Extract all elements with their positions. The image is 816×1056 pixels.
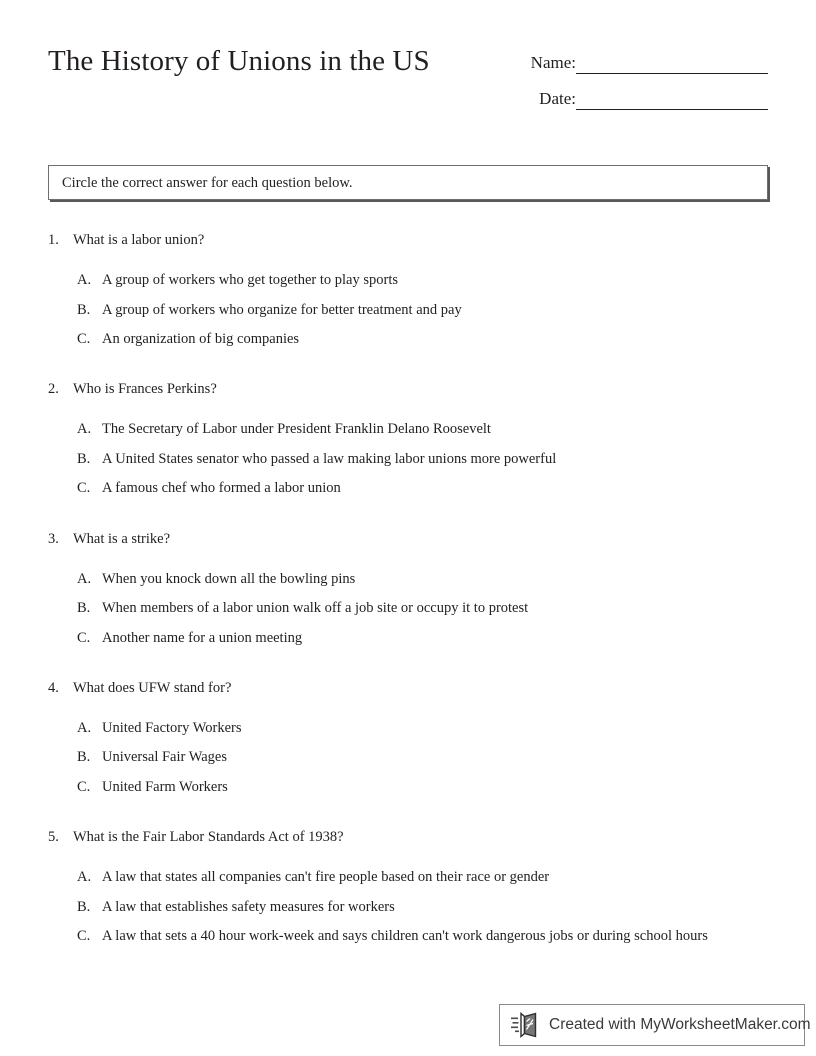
- date-label: Date:: [539, 89, 576, 108]
- question-block: [0, 380, 816, 509]
- name-row: [520, 52, 768, 88]
- option-letter[interactable]: C.: [77, 629, 91, 646]
- question-row: [0, 530, 816, 560]
- instruction-text: Circle the correct answer for each question below.: [62, 175, 353, 191]
- option-text[interactable]: When members of a labor union walk off a job site or occupy it to protest: [102, 600, 529, 617]
- option-letter[interactable]: B.: [77, 898, 91, 915]
- worksheet-header: [48, 44, 768, 134]
- question-number: 2.: [48, 381, 59, 398]
- option-text[interactable]: When you knock down all the bowling pins: [102, 570, 356, 587]
- question-row: [0, 380, 816, 410]
- option-text[interactable]: A law that establishes safety measures for workers: [102, 898, 395, 915]
- question-text: What is the Fair Labor Standards Act of 1938?: [73, 829, 344, 846]
- instruction-box: [48, 165, 768, 200]
- option-letter[interactable]: A.: [77, 421, 92, 438]
- question-text: What does UFW stand for?: [73, 679, 232, 696]
- question-number: 4.: [48, 679, 59, 696]
- page-title: The History of Unions in the US: [48, 45, 430, 77]
- option-text[interactable]: Another name for a union meeting: [102, 629, 303, 646]
- option-text[interactable]: Universal Fair Wages: [102, 749, 228, 766]
- question-number: 3.: [48, 530, 59, 547]
- answer-option[interactable]: [0, 927, 816, 957]
- question-text: What is a strike?: [73, 530, 171, 547]
- option-text[interactable]: A famous chef who formed a labor union: [102, 480, 341, 497]
- option-letter[interactable]: C.: [77, 928, 91, 945]
- answer-option[interactable]: [0, 479, 816, 509]
- option-text[interactable]: A United States senator who passed a law making labor unions more powerful: [102, 450, 557, 467]
- question-text: Who is Frances Perkins?: [73, 381, 217, 398]
- question-number: 5.: [48, 829, 59, 846]
- name-date-group: [520, 52, 768, 124]
- answer-option[interactable]: [0, 450, 816, 480]
- question-block: [0, 530, 816, 659]
- question-block: [0, 679, 816, 808]
- answer-option[interactable]: [0, 778, 816, 808]
- answer-option[interactable]: [0, 898, 816, 928]
- option-text[interactable]: The Secretary of Labor under President Franklin Delano Roosevelt: [102, 421, 491, 438]
- answer-options: [0, 570, 816, 659]
- option-letter[interactable]: B.: [77, 600, 91, 617]
- option-text[interactable]: A group of workers who get together to play sports: [102, 272, 398, 288]
- answer-option[interactable]: [0, 271, 816, 301]
- option-text[interactable]: An organization of big companies: [102, 331, 300, 348]
- answer-option[interactable]: [0, 868, 816, 898]
- question-block: [0, 231, 816, 360]
- question-row: [0, 231, 816, 261]
- option-letter[interactable]: C.: [77, 779, 91, 796]
- answer-option[interactable]: [0, 748, 816, 778]
- answer-options: [0, 868, 816, 957]
- question-block: [0, 828, 816, 957]
- footer-badge-label: Created with MyWorksheetMaker.com: [549, 1016, 811, 1033]
- option-letter[interactable]: A.: [77, 272, 92, 288]
- date-input-line[interactable]: [576, 109, 768, 110]
- answer-option[interactable]: [0, 629, 816, 659]
- answer-option[interactable]: [0, 570, 816, 600]
- question-row: [0, 828, 816, 858]
- questions-list: [0, 231, 816, 977]
- footer-badge-content: [511, 1005, 811, 1045]
- option-text[interactable]: United Farm Workers: [102, 779, 228, 796]
- option-letter[interactable]: B.: [77, 749, 91, 766]
- option-letter[interactable]: A.: [77, 570, 92, 587]
- name-label: Name:: [530, 53, 576, 72]
- answer-option[interactable]: [0, 599, 816, 629]
- option-text[interactable]: A group of workers who organize for better treatment and pay: [102, 301, 462, 318]
- option-text[interactable]: United Factory Workers: [102, 719, 242, 736]
- answer-option[interactable]: [0, 301, 816, 331]
- option-letter[interactable]: C.: [77, 480, 91, 497]
- date-row: [520, 88, 768, 124]
- answer-option[interactable]: [0, 420, 816, 450]
- answer-option[interactable]: [0, 330, 816, 360]
- option-letter[interactable]: A.: [77, 869, 92, 886]
- answer-options: [0, 271, 816, 360]
- option-letter[interactable]: B.: [77, 450, 91, 467]
- question-row: [0, 679, 816, 709]
- question-number: 1.: [48, 232, 59, 248]
- option-letter[interactable]: A.: [77, 719, 92, 736]
- worksheet-maker-logo-icon: [511, 1012, 541, 1038]
- answer-option[interactable]: [0, 719, 816, 749]
- option-letter[interactable]: C.: [77, 331, 91, 348]
- answer-options: [0, 719, 816, 808]
- name-input-line[interactable]: [576, 73, 768, 74]
- answer-options: [0, 420, 816, 509]
- question-text: What is a labor union?: [73, 232, 205, 248]
- option-text[interactable]: A law that sets a 40 hour work-week and says children can't work dangerous jobs or during school hours: [102, 928, 708, 945]
- option-text[interactable]: A law that states all companies can't fire people based on their race or gender: [102, 869, 550, 886]
- option-letter[interactable]: B.: [77, 301, 91, 318]
- footer-badge[interactable]: [499, 1004, 811, 1046]
